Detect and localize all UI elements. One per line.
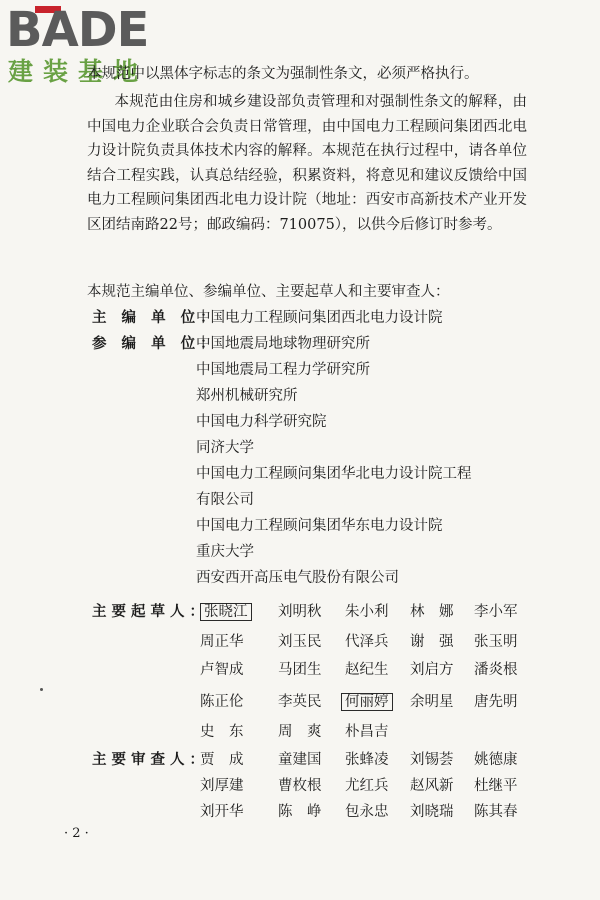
drafter-name: 张玉明 (474, 634, 518, 650)
drafter-name: 周 爽 (278, 724, 322, 740)
reviewer-name: 尤红兵 (345, 778, 389, 794)
drafter-name: 林 娜 (410, 604, 454, 620)
drafter-name: 代泽兵 (345, 634, 389, 650)
participating-units-label: 参 编 单 位： (92, 335, 220, 352)
participating-unit: 中国电力工程顾问集团华东电力设计院 (196, 518, 443, 534)
drafter-name-boxed: 张晓江 (200, 603, 252, 621)
drafter-name: 李小军 (474, 604, 518, 620)
reviewer-name: 包永忠 (345, 804, 389, 820)
drafter-name: 陈正伦 (200, 694, 244, 710)
drafters-label: 主要起草人： (92, 603, 209, 620)
participating-unit: 中国地震局工程力学研究所 (196, 362, 370, 378)
participating-unit: 郑州机械研究所 (196, 388, 298, 404)
reviewer-name: 曹枚根 (278, 778, 322, 794)
participating-unit: 中国电力科学研究院 (196, 414, 327, 430)
drafter-name: 赵纪生 (345, 662, 389, 678)
paragraph-list-intro: 本规范主编单位、参编单位、主要起草人和主要审查人： (87, 284, 450, 300)
drafter-name: 唐先明 (474, 694, 518, 710)
drafter-name: 朴昌吉 (345, 724, 389, 740)
reviewer-name: 陈其春 (474, 804, 518, 820)
chief-unit: 中国电力工程顾问集团西北电力设计院 (196, 310, 443, 326)
reviewer-name: 刘厚建 (200, 778, 244, 794)
reviewer-name: 姚德康 (474, 752, 518, 768)
drafter-name: 刘玉民 (278, 634, 322, 650)
participating-unit: 中国地震局地球物理研究所 (196, 336, 370, 352)
reviewer-name: 贾 成 (200, 752, 244, 768)
drafter-name: 潘炎根 (474, 662, 518, 678)
drafter-name: 刘明秋 (278, 604, 322, 620)
reviewers-label: 主要审查人： (92, 751, 209, 768)
drafter-name-boxed: 何丽婷 (341, 693, 393, 711)
chief-unit-label: 主 编 单 位： (92, 309, 220, 326)
reviewer-name: 刘开华 (200, 804, 244, 820)
participating-unit: 同济大学 (196, 440, 254, 456)
drafter-name: 朱小利 (345, 604, 389, 620)
logo-brand: BADE (6, 2, 149, 58)
drafter-name: 谢 强 (410, 634, 454, 650)
drafter-name: 史 东 (200, 724, 244, 740)
logo-subtitle: 建装基地 (8, 57, 149, 86)
reviewer-name: 杜继平 (474, 778, 518, 794)
page-number: · 2 · (64, 826, 89, 841)
reviewer-name: 陈 峥 (278, 804, 322, 820)
reviewer-name: 刘锡荟 (410, 752, 454, 768)
drafter-name: 刘启方 (410, 662, 454, 678)
intro-line: 本规范中以黑体字标志的条文为强制性条文，必须严格执行。 (87, 66, 479, 82)
scan-speck (40, 688, 43, 691)
participating-unit: 有限公司 (196, 492, 254, 508)
reviewer-name: 刘晓瑞 (410, 804, 454, 820)
participating-unit: 重庆大学 (196, 544, 254, 560)
participating-unit: 西安西开高压电气股份有限公司 (196, 570, 399, 586)
reviewer-name: 张蜂凌 (345, 752, 389, 768)
drafter-name: 李英民 (278, 694, 322, 710)
drafter-name: 周正华 (200, 634, 244, 650)
drafter-name: 余明星 (410, 694, 454, 710)
paragraph-interpretation: 本规范由住房和城乡建设部负责管理和对强制性条文的解释，由中国电力企业联合会负责日常管理，由中国电力工程顾问集团西北电力设计院负责具体技术内容的解释。本规范在执行过程中，请各单位结合工程实践，认真总结经验，积累资料，将意见和建议反馈给中国电力工程顾问集团西北电力设计院（地址：西安市高新技术产业开发区团结南路22号；邮政编码：710075），以供今后修订时参考。 (87, 94, 527, 233)
participating-unit: 中国电力工程顾问集团华北电力设计院工程 (196, 466, 472, 482)
drafter-name: 卢智成 (200, 662, 244, 678)
drafter-name: 马团生 (278, 662, 322, 678)
reviewer-name: 童建国 (278, 752, 322, 768)
reviewer-name: 赵风新 (410, 778, 454, 794)
